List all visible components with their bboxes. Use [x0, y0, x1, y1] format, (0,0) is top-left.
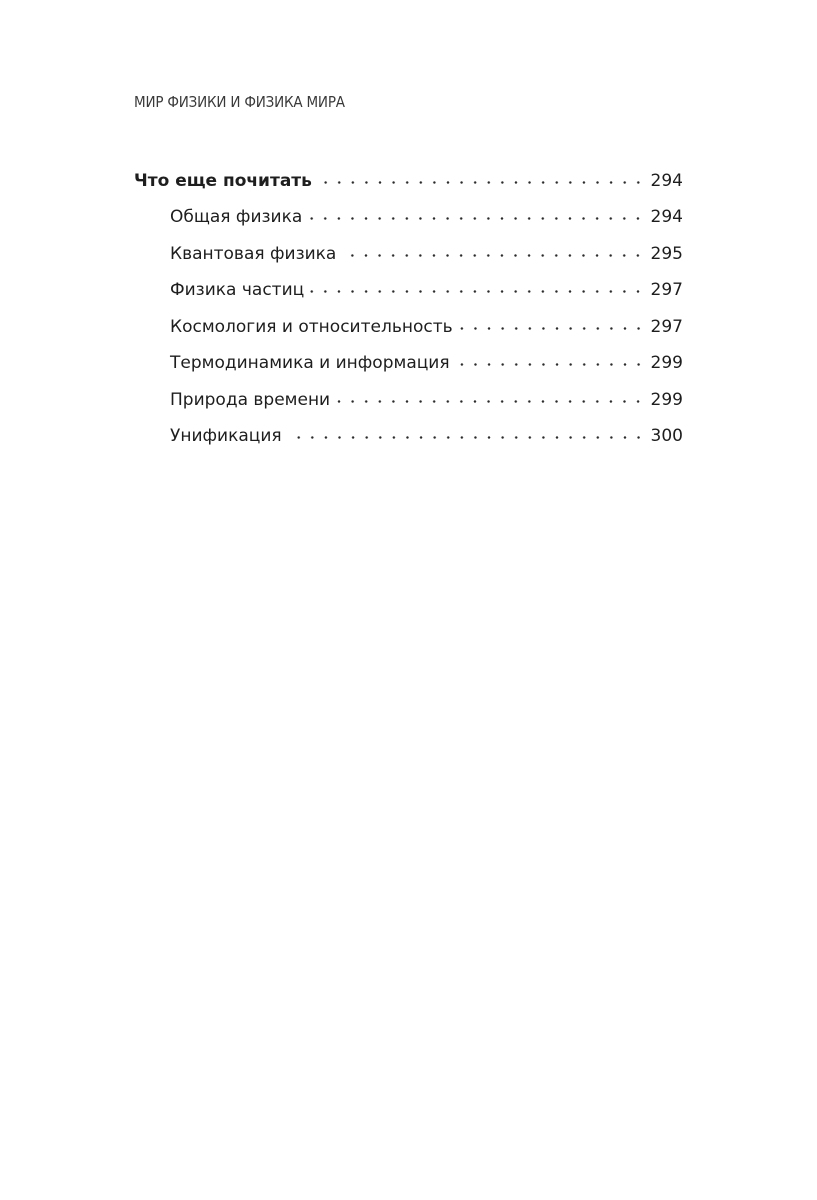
dot-leader: [308, 210, 645, 227]
toc-entry-cosmology-relativity[interactable]: [134, 309, 683, 346]
toc-entry-page: 300: [650, 426, 683, 447]
dot-leader: [310, 283, 645, 300]
toc-entry-title: Природа времени: [170, 392, 336, 409]
toc-entry-particle-physics[interactable]: [134, 273, 683, 310]
toc-entry-page: 294: [650, 170, 683, 191]
toc-entry-page: 297: [650, 316, 683, 337]
toc-entry-title: Физика частиц: [170, 282, 310, 299]
toc-entry-page: 299: [650, 353, 683, 374]
toc-entry-general-physics[interactable]: [134, 200, 683, 237]
running-head: МИР ФИЗИКИ И ФИЗИКА МИРА: [134, 93, 345, 111]
toc-entry-quantum-physics[interactable]: [134, 236, 683, 273]
dot-leader: [288, 429, 645, 446]
toc-entry-title: Унификация: [170, 428, 288, 445]
toc-entry-title: Квантовая физика: [170, 246, 342, 263]
dot-leader: [336, 393, 645, 410]
toc-entry-page: 294: [650, 207, 683, 228]
toc-entry-page: 295: [650, 243, 683, 264]
dot-leader: [342, 247, 645, 264]
toc-entry-nature-of-time[interactable]: [134, 382, 683, 419]
toc-entry-page: 297: [650, 280, 683, 301]
dot-leader: [459, 320, 645, 337]
toc-entry-title: Что еще почитать: [134, 173, 318, 190]
toc-entry-unification[interactable]: [134, 419, 683, 456]
toc-entry-what-else-to-read[interactable]: [134, 163, 683, 200]
toc-entry-title: Термодинамика и информация: [170, 355, 456, 372]
toc-entry-title: Общая физика: [170, 209, 308, 226]
dot-leader: [318, 174, 645, 191]
dot-leader: [456, 356, 645, 373]
table-of-contents: [134, 163, 683, 455]
toc-entry-page: 299: [650, 389, 683, 410]
toc-entry-title: Космология и относительность: [170, 319, 459, 336]
toc-entry-thermodynamics-information[interactable]: [134, 346, 683, 383]
